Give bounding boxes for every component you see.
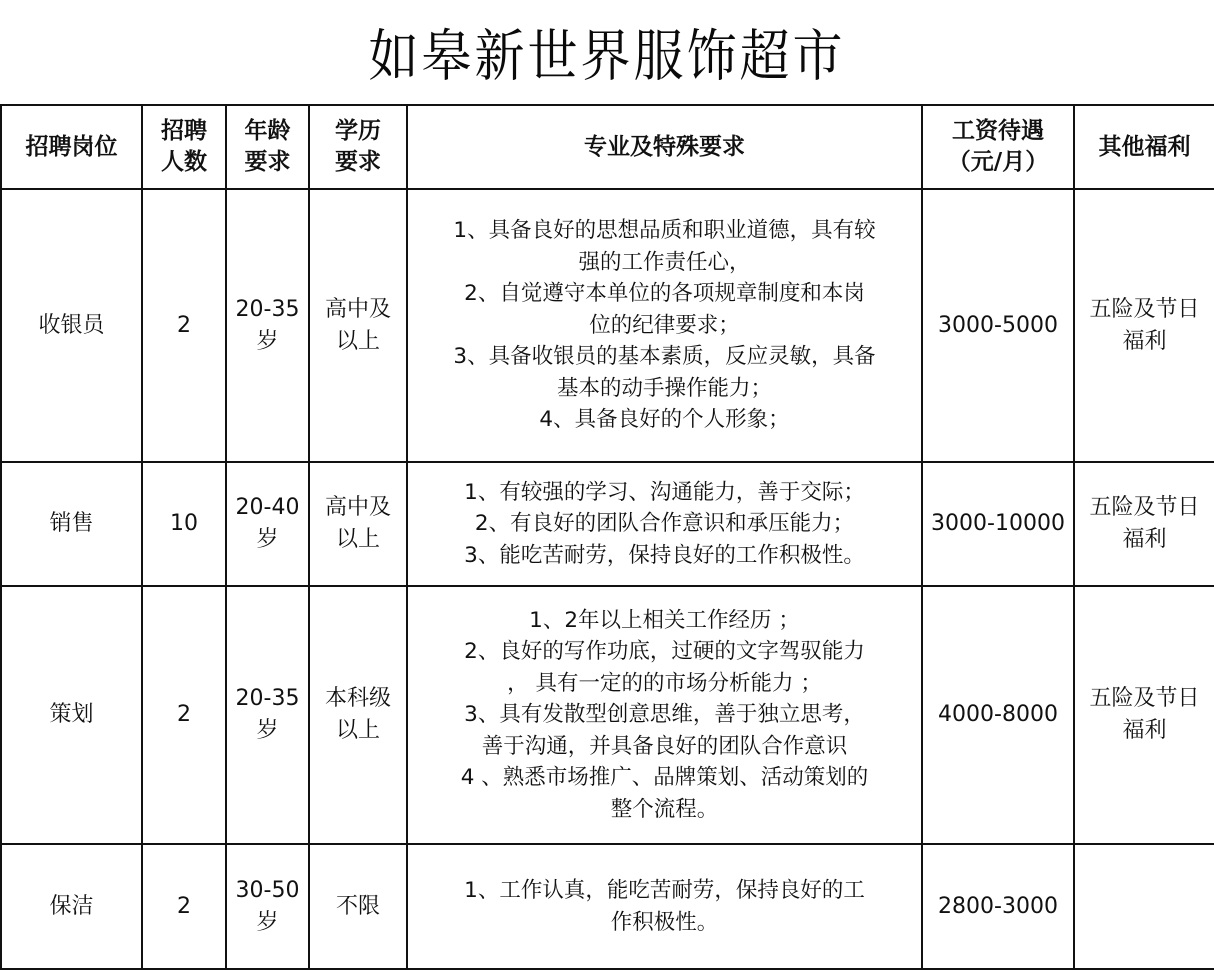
cell-salary: 4000-8000 [922,586,1074,844]
age-range: 20-35 [235,296,300,322]
cell-requirements [407,189,922,462]
header-salary-line: （元/月） [947,149,1049,175]
education-line: 本科级 [324,686,391,711]
requirement-line: 2、良好的写作功底，过硬的文字驾驭能力 [464,639,865,665]
requirement-line: 1、具备良好的思想品质和职业道德，具有较 [453,218,876,244]
header-count [142,105,226,189]
header-requirements: 专业及特殊要求 [407,105,922,189]
requirement-line: 3、具备收银员的基本素质，反应灵敏，具备 [453,344,876,370]
age-range: 30-50 [235,877,300,903]
table-row [1,462,1214,586]
age-range: 20-35 [235,686,300,711]
requirement-line: 3、具有发散型创意思维，善于独立思考， [464,702,865,728]
header-salary-line: 工资待遇 [952,118,1044,144]
recruitment-table [0,104,1214,970]
requirement-line: 4 、熟悉市场推广、品牌策划、活动策划的 [460,765,869,791]
benefits-line: 五险及节日 [1089,686,1200,711]
table-row [1,586,1214,844]
age-unit: 岁 [256,718,279,743]
benefits-line: 五险及节日 [1089,296,1200,322]
requirement-line: ， 具有一定的的市场分析能力 ； [507,670,822,696]
table-row [1,189,1214,462]
cell-count: 2 [142,844,226,969]
cell-requirements [407,462,922,586]
cell-position: 策划 [1,586,142,844]
cell-requirements [407,586,922,844]
header-position: 招聘岗位 [1,105,142,189]
cell-age [226,844,309,969]
requirement-line: 2、有良好的团队合作意识和承压能力； [474,511,855,537]
cell-age [226,462,309,586]
header-count-line: 招聘 [161,118,207,144]
table-row [1,844,1214,969]
cell-salary: 3000-10000 [922,462,1074,586]
cell-requirements [407,844,922,969]
requirement-line: 1、有较强的学习、沟通能力，善于交际； [464,479,865,505]
age-unit: 岁 [256,527,279,552]
page-title: 如皋新世界服饰超市 [368,23,846,89]
requirement-line: 作积极性。 [610,909,719,935]
header-benefits: 其他福利 [1074,105,1214,189]
benefits-line: 福利 [1122,328,1167,354]
header-age-line: 要求 [244,149,291,175]
benefits-line: 五险及节日 [1089,495,1200,520]
cell-education [309,586,407,844]
cell-age [226,189,309,462]
cell-position: 销售 [1,462,142,586]
header-education [309,105,407,189]
header-age [226,105,309,189]
education-line: 以上 [335,718,380,743]
cell-position: 收银员 [1,189,142,462]
cell-position: 保洁 [1,844,142,969]
age-unit: 岁 [256,328,279,354]
cell-salary: 2800-3000 [922,844,1074,969]
cell-salary: 3000-5000 [922,189,1074,462]
requirement-line: 基本的动手操作能力； [556,375,772,401]
requirement-line: 强的工作责任心， [578,249,751,275]
cell-count: 2 [142,189,226,462]
requirement-line: 位的纪律要求； [589,312,740,338]
header-education-line: 要求 [335,149,381,175]
cell-education [309,189,407,462]
benefits-line: 福利 [1122,718,1167,743]
cell-education [309,462,407,586]
requirement-line: 3、能吃苦耐劳，保持良好的工作积极性。 [464,542,865,568]
header-row [1,105,1214,189]
header-count-line: 人数 [161,149,207,175]
cell-benefits [1074,586,1214,844]
education-line: 以上 [335,328,380,354]
education-line: 以上 [335,527,380,552]
education-line: 高中及 [324,495,391,520]
cell-benefits [1074,462,1214,586]
requirement-line: 1、工作认真，能吃苦耐劳，保持良好的工 [464,878,865,903]
requirement-line: 2、自觉遵守本单位的各项规章制度和本岗 [464,281,865,307]
cell-benefits [1074,844,1214,969]
cell-count: 2 [142,586,226,844]
requirement-line: 4、具备良好的个人形象； [539,407,790,433]
age-unit: 岁 [256,909,279,935]
requirement-line: 1、2年以上相关工作经历 ； [529,607,800,633]
header-age-line: 年龄 [244,118,291,144]
requirement-line: 善于沟通，并具备良好的团队合作意识 [481,733,848,759]
education-line: 高中及 [324,296,391,322]
cell-count: 10 [142,462,226,586]
header-salary [922,105,1074,189]
age-range: 20-40 [235,495,300,520]
header-education-line: 学历 [335,118,381,144]
cell-benefits [1074,189,1214,462]
cell-age [226,586,309,844]
benefits-line: 福利 [1122,527,1167,552]
requirement-line: 整个流程。 [610,796,719,822]
cell-education [309,844,407,969]
education-line: 不限 [335,893,380,919]
